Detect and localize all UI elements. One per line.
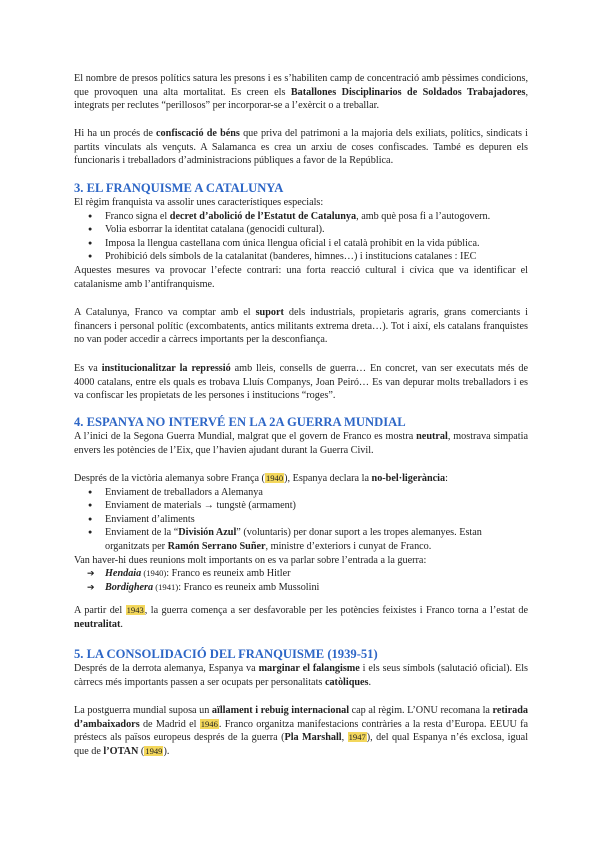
bold-text: l’OTAN [103, 745, 139, 757]
section-heading-3: 3. EL FRANQUISME A CATALUNYA [74, 181, 284, 195]
text: (1940) [141, 568, 167, 579]
text: : Franco es reuneix amb Mussolini [178, 581, 320, 593]
text: Franco signa el [105, 210, 170, 222]
text: amb lleis, consells de guerra… En concret, van ser executats més de 4000 catalans, entre els quals es trobava Lluís Companys, Joan Peiró… Es van depurar molts treballadors i es va confiscar les propietats de les persones i institucions “roges”. [74, 363, 528, 402]
section5-p1 [74, 662, 528, 689]
text: : Franco es reuneix amb Hitler [166, 568, 291, 580]
section4-intro [74, 430, 528, 457]
bold-text: suport [255, 307, 284, 318]
text: La postguerra mundial suposa un [74, 705, 212, 716]
text: de Madrid el [139, 718, 200, 730]
paragraph-suport [74, 306, 528, 347]
list-item: ● Enviament de treballadors a Alemanya [74, 486, 528, 500]
highlighted-year: 1947 [348, 732, 366, 743]
highlighted-year: 1940 [265, 473, 284, 483]
text: i els seus símbols (salutació oficial). Els càrrecs més importants passen a ser ocupats per personalitats [74, 663, 528, 688]
bold-text: neutralitat [74, 618, 121, 630]
text: Després de la victòria alemanya sobre França ( [74, 473, 265, 484]
section-heading-4: 4. ESPANYA NO INTERVÉ EN LA 2A GUERRA MUNDIAL [74, 415, 406, 429]
list-item: ● Enviament d’aliments [74, 513, 528, 527]
text: Es va [74, 363, 102, 374]
meetings-list [74, 567, 528, 594]
section4-reunions: Van haver-hi dues reunions molt importants on es va parlar sobre l’entrada a la guerra: [74, 554, 427, 566]
meeting-item [74, 567, 528, 581]
list-item: ● Enviament de materials → tungstè (armament) [74, 499, 528, 513]
section-heading-5: 5. LA CONSOLIDACIÓ DEL FRANQUISME (1939-51) [74, 647, 378, 661]
section3-intro: El règim franquista va assolir unes característiques especials: [74, 197, 324, 208]
bold-text: marginar el falangisme [258, 663, 360, 674]
bold-text: Hendaia [105, 568, 142, 580]
bold-text: institucionalitzar la repressió [101, 363, 231, 374]
section4-body [74, 472, 528, 594]
bold-text: neutral [416, 431, 448, 442]
section3-outro: Aquestes mesures va provocar l’efecte contrari: una forta reacció cultural i cívica que va identificar el catalanisme amb l’antifranquisme. [74, 264, 528, 290]
text: A Catalunya, Franco va comptar amb el [74, 307, 256, 318]
meeting-item [74, 581, 528, 595]
bold-text: Batallones Disciplinarios de Soldados Trabajadores [290, 86, 526, 98]
list-item: ● Imposa la llengua castellana com única llengua oficial i el català prohibit en la vida pública. [74, 237, 528, 251]
text: A partir del [74, 605, 126, 616]
text: El nombre de presos polítics satura les presons i es s’habiliten camp de concentració amb pèssimes condicions, que provoquen una alta mortalitat. Es creen els [74, 73, 528, 98]
section4-p3 [74, 604, 528, 631]
text: (1941) [153, 581, 179, 592]
text: Enviament de la “ [105, 527, 179, 539]
paragraph-presos [74, 72, 528, 113]
text: A l’inici de la Segona Guerra Mundial, malgrat que el govern de Franco es mostra [74, 431, 417, 442]
list-item [74, 210, 528, 224]
paragraph-repressio [74, 362, 528, 403]
text: ). [163, 745, 170, 757]
text: . [368, 676, 372, 688]
text: , la guerra comença a ser desfavorable per les potències feixistes i Franco torna a l’estat de [144, 605, 528, 616]
highlighted-year: 1949 [145, 745, 163, 756]
bold-text: no-bel·ligerància [371, 473, 446, 484]
bold-text: Pla Marshall [284, 732, 342, 744]
text: ), Espanya declara la [284, 473, 372, 484]
text: dels industrials, propietaris agraris, grans comerciants i financers i personal polític (excombatents, antics militants extrema dreta…). Tot i així, els catalans franquistes no van poder accedir a càrrecs importants per la desconfiança. [74, 307, 528, 346]
text: Després de la derrota alemanya, Espanya va [74, 663, 259, 674]
list-item: ● Volia esborrar la identitat catalana (genocidi cultural). [74, 223, 528, 237]
bold-text: División Azul [178, 527, 237, 539]
highlighted-year: 1943 [126, 605, 144, 615]
section4-list [74, 486, 528, 554]
bold-text: catòliques [324, 676, 369, 688]
text: , mostrava simpatia envers les potències de l’Eix, que l’havien ajudant durant la Guerra Civil. [74, 431, 528, 456]
bold-text: retirada d’ambaixadors [74, 705, 528, 730]
list-item [74, 526, 528, 553]
highlighted-year: 1946 [200, 718, 218, 729]
text: . Franco organitza manifestacions contràries a la resta d’Europa. EEUU fa préstecs als països europeus després de la guerra ( [74, 718, 528, 744]
text: , [341, 732, 348, 744]
text: , ministre d’exteriors i cunyat de Franco. [265, 540, 432, 552]
text: : [445, 473, 448, 484]
text: , amb què posa fi a l’autogovern. [356, 210, 491, 222]
text: cap al règim. L’ONU recomana la [349, 705, 493, 716]
text: ), del qual Espanya n’és exclosa, igual que de [74, 732, 529, 757]
bold-text: Bordighera [105, 581, 154, 593]
text: ” (voluntaris) per donar suport a les tropes alemanyes. Estan organitzats per [105, 527, 482, 552]
paragraph-confiscacio [74, 127, 528, 168]
text: . [120, 618, 123, 630]
section4-p2 [74, 472, 528, 486]
text: que priva del patrimoni a la majoria dels exiliats, polítics, sindicats i partits vinculats als vençuts. A Salamanca es crea un arxiu de coses confiscades. També es depuren els funcionaris i treballadors d’administracions públiques a favor de la República. [74, 128, 528, 167]
bold-text: aïllament i rebuig internacional [211, 705, 350, 716]
list-item: ● Prohibició dels símbols de la catalanitat (banderes, himnes…) i institucions catalanes : IEC [74, 250, 528, 264]
bold-text: Ramón Serrano Suñer [167, 540, 266, 552]
bold-text: decret d’abolició de l’Estatut de Catalunya [169, 210, 357, 222]
text: , integrats per reclutes “perillosos” per incorporar-se a l’exèrcit o a treballar. [74, 86, 528, 112]
text: Hi ha un procés de [74, 128, 157, 139]
text: ( [138, 745, 145, 757]
section3-list [74, 210, 528, 264]
bold-text: confiscació de béns [156, 128, 240, 139]
section3-body [74, 196, 528, 291]
section5-p2 [74, 704, 528, 758]
